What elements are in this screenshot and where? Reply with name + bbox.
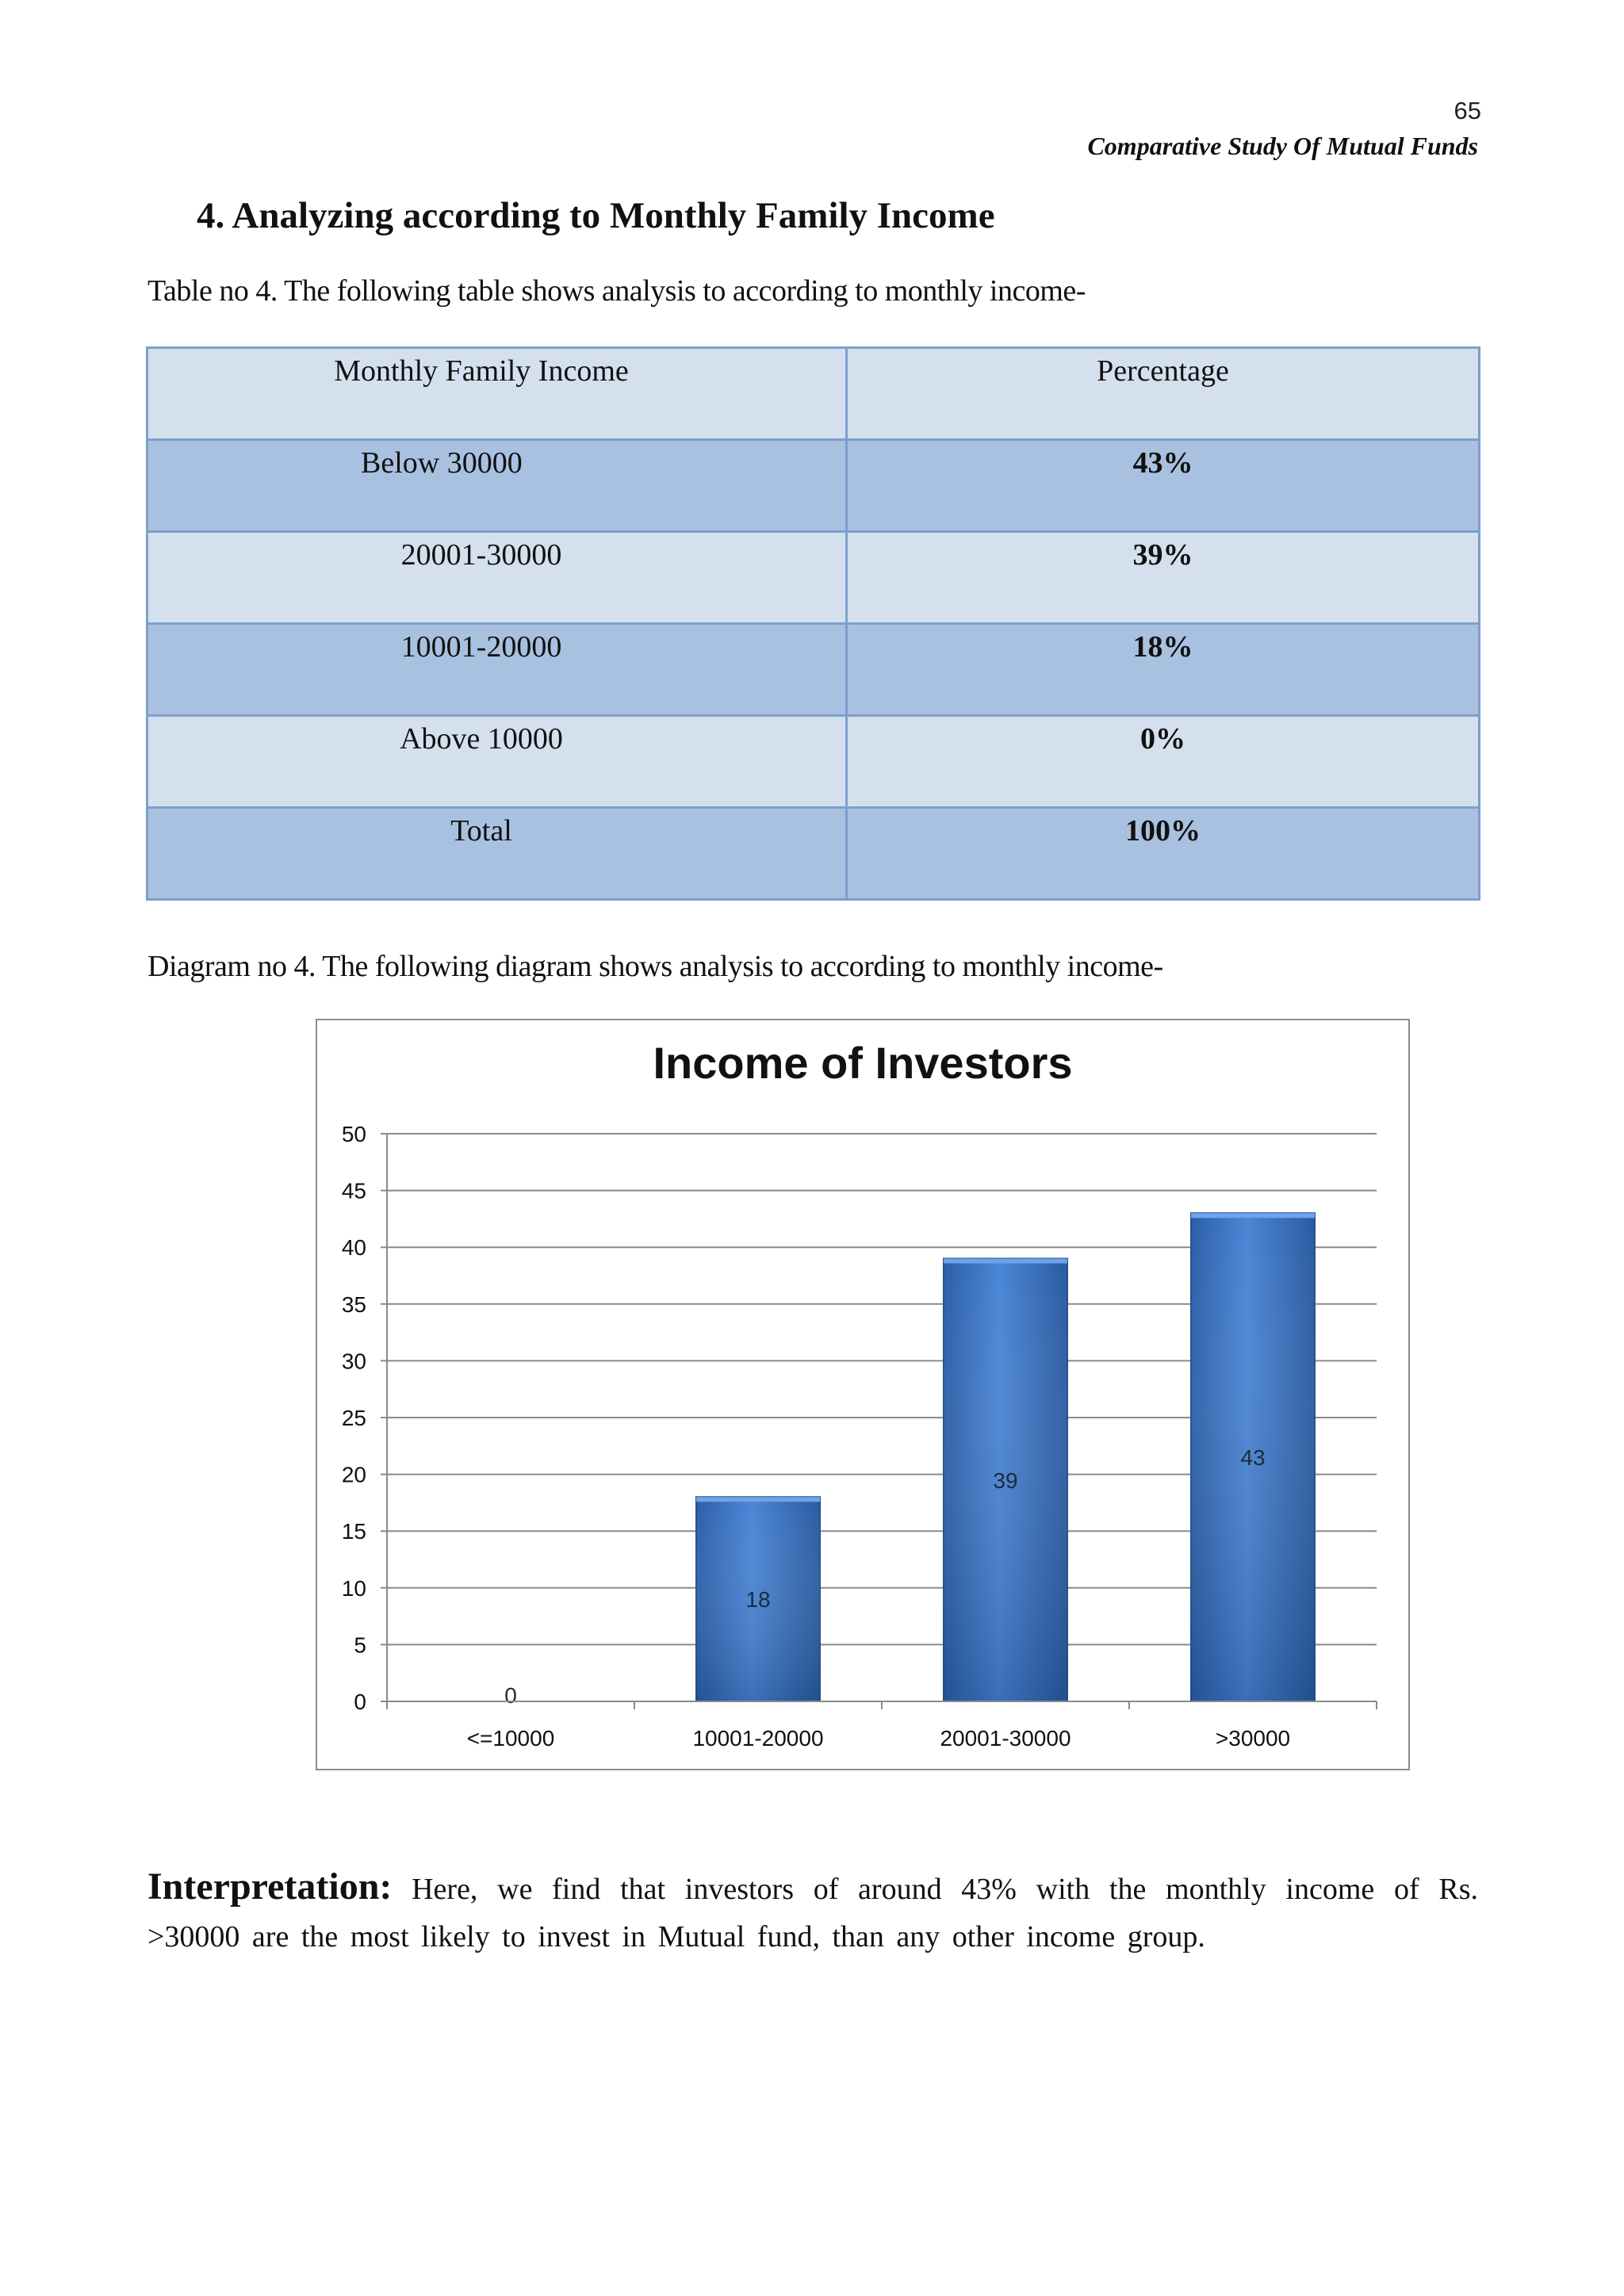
x-category-label: >30000 xyxy=(1215,1726,1291,1751)
bar-cap xyxy=(944,1259,1067,1264)
y-tick-label: 50 xyxy=(341,1122,366,1146)
income-table xyxy=(146,346,1480,901)
running-header: Comparative Study Of Mutual Funds xyxy=(1087,132,1478,160)
income-cell-total: Total xyxy=(147,808,847,900)
income-bar-chart xyxy=(317,1020,1408,1769)
header-income: Monthly Family Income xyxy=(147,348,847,440)
y-tick-label: 45 xyxy=(341,1178,366,1203)
x-category-label: 10001-20000 xyxy=(692,1726,824,1751)
percentage-cell: 18% xyxy=(847,624,1480,716)
percentage-cell: 0% xyxy=(847,716,1480,808)
income-cell: 10001-20000 xyxy=(147,624,847,716)
y-tick-label: 5 xyxy=(354,1632,366,1658)
y-tick-label: 40 xyxy=(341,1235,366,1261)
percentage-cell: 39% xyxy=(847,532,1480,624)
page-number: 65 xyxy=(1454,97,1481,124)
y-tick-label: 30 xyxy=(341,1349,366,1374)
data-label: 0 xyxy=(504,1683,517,1708)
table-row xyxy=(147,532,1480,624)
table-row xyxy=(147,716,1480,808)
chart-title: Income of Investors xyxy=(653,1038,1073,1088)
table-header-row xyxy=(147,348,1480,440)
income-cell: Below 30000 xyxy=(147,440,847,532)
y-tick-label: 15 xyxy=(341,1519,366,1544)
bar-cap xyxy=(1191,1213,1315,1218)
percentage-cell-total: 100% xyxy=(847,808,1480,900)
data-label: 39 xyxy=(993,1468,1018,1493)
table-row xyxy=(147,624,1480,716)
data-label: 43 xyxy=(1240,1445,1266,1471)
header-percentage: Percentage xyxy=(847,348,1480,440)
diagram-caption: Diagram no 4. The following diagram shows analysis to according to monthly income- xyxy=(147,950,1163,983)
y-tick-label: 35 xyxy=(341,1292,366,1317)
data-label: 18 xyxy=(745,1587,771,1613)
table-row-total xyxy=(147,808,1480,900)
table-caption: Table no 4. The following table shows analysis to according to monthly income- xyxy=(147,274,1086,308)
x-category-label: 20001-30000 xyxy=(940,1726,1071,1751)
y-tick-label: 20 xyxy=(341,1462,366,1487)
table-row xyxy=(147,440,1480,532)
income-cell: 20001-30000 xyxy=(147,532,847,624)
x-category-label: <=10000 xyxy=(466,1726,555,1751)
section-heading: 4. Analyzing according to Monthly Family Income xyxy=(197,195,995,236)
bars xyxy=(696,1213,1315,1701)
y-tick-label: 25 xyxy=(341,1406,366,1430)
interpretation-paragraph xyxy=(147,1863,1478,1961)
y-tick-label: 10 xyxy=(341,1575,366,1601)
interpretation-text: Here, we find that investors of around 43% with the monthly income of Rs. >30000 are the most likely to invest in Mutual fund, than any other income group. xyxy=(147,1873,1478,1954)
percentage-cell: 43% xyxy=(847,440,1480,532)
interpretation-lead: Interpretation: xyxy=(147,1866,393,1908)
chart-frame xyxy=(316,1019,1410,1770)
income-cell: Above 10000 xyxy=(147,716,847,808)
y-tick-label: 0 xyxy=(354,1689,366,1714)
bar-cap xyxy=(696,1497,820,1502)
